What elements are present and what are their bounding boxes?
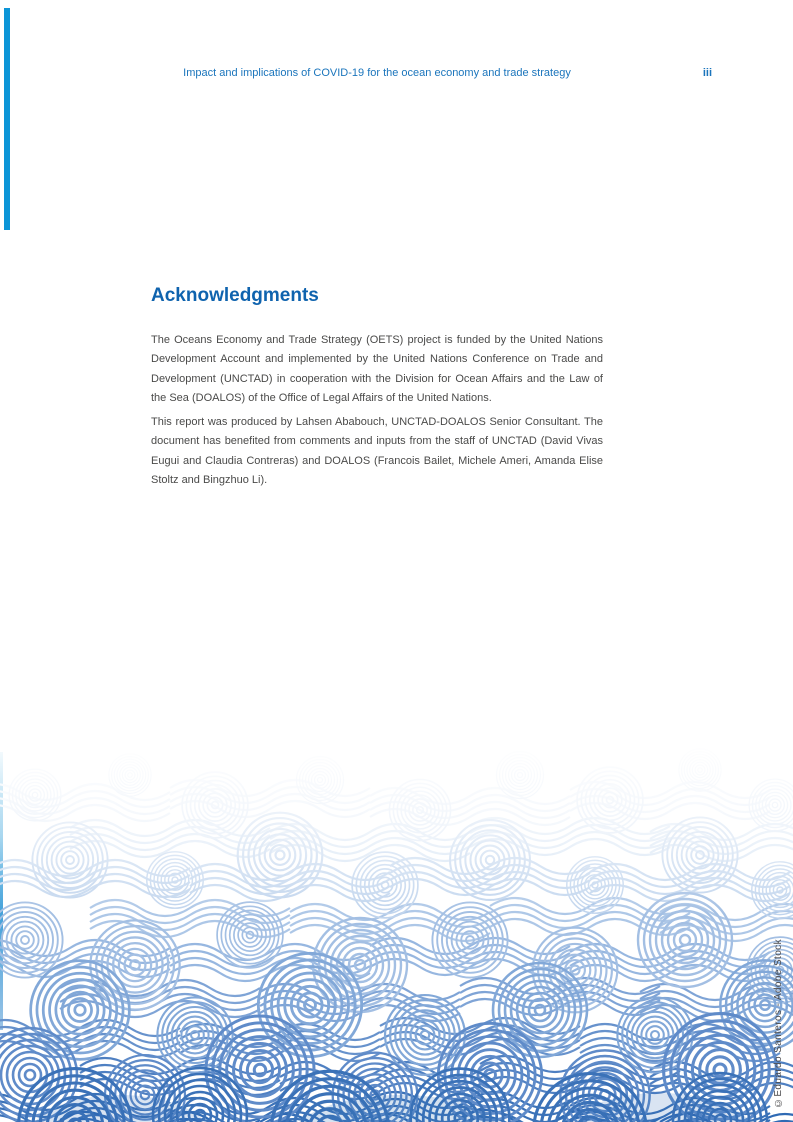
page-title: Acknowledgments <box>151 285 319 306</box>
running-header <box>151 66 603 80</box>
acknowledgments-paragraph-1: The Oceans Economy and Trade Strategy (OETS) project is funded by the United Nations Development Account and implemented by the United Nations Conference on Trade and Development (UNCTAD) in cooperation with the Division for Ocean Affairs and the Law of the Sea (DOALOS) of the Office of Legal Affairs of the United Nations. <box>151 334 603 404</box>
acknowledgments-paragraph-2: This report was produced by Lahsen Ababouch, UNCTAD-DOALOS Senior Consultant. The document has benefited from comments and inputs from the staff of UNCTAD (David Vivas Eugui and Claudia Contreras) and DOALOS (Francois Bailet, Michele Ameri, Amanda Elise Stoltz and Bingzhuo Li). <box>151 416 603 487</box>
ocean-wave-illustration <box>0 740 793 1122</box>
wave-top-fade <box>0 740 793 915</box>
left-accent-bar <box>4 8 10 230</box>
wave-bottom-shading <box>30 1093 755 1122</box>
page-number: iii <box>702 67 712 79</box>
ocean-wave-svg <box>0 740 793 1122</box>
running-header-title: Impact and implications of COVID-19 for the ocean economy and trade strategy <box>183 67 571 79</box>
image-credit: ©Eduardo Santeros - Adobe Stock <box>773 938 784 1108</box>
main-content <box>151 285 603 495</box>
